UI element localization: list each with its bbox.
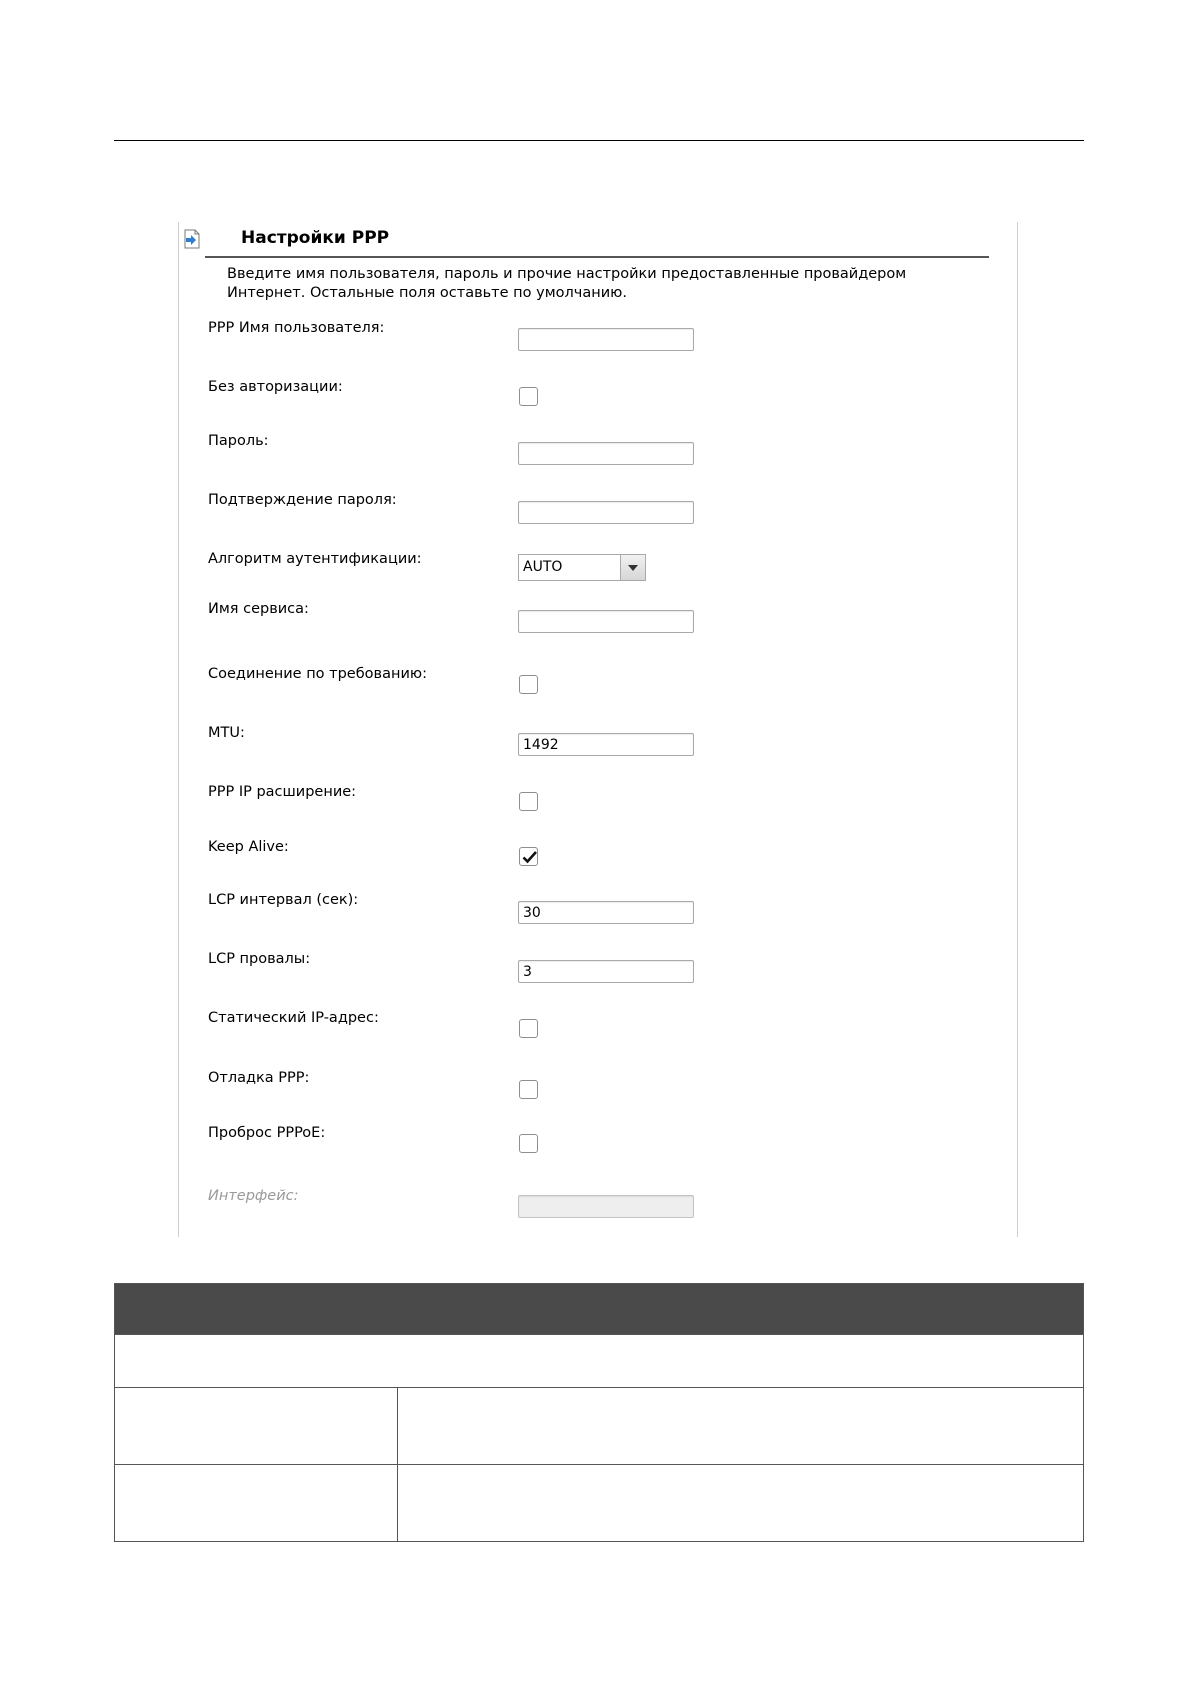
interface-input bbox=[518, 1195, 694, 1218]
lcp-interval-input[interactable] bbox=[518, 901, 694, 924]
ppp-ip-ext-label: PPP IP расширение: bbox=[208, 784, 357, 800]
service-name-input[interactable] bbox=[518, 610, 694, 633]
intro-line-2: Интернет. Остальные поля оставьте по умолчанию. bbox=[227, 285, 627, 301]
table-row bbox=[115, 1388, 1084, 1465]
chevron-down-icon bbox=[628, 565, 638, 571]
table-cell-param bbox=[115, 1388, 398, 1465]
static-ip-label: Статический IP-адрес: bbox=[208, 1010, 379, 1026]
no-auth-checkbox[interactable] bbox=[519, 387, 538, 406]
pppoe-passthrough-checkbox[interactable] bbox=[519, 1134, 538, 1153]
service-name-label: Имя сервиса: bbox=[208, 601, 309, 617]
no-auth-label: Без авторизации: bbox=[208, 379, 343, 395]
mtu-input[interactable] bbox=[518, 733, 694, 756]
table-row bbox=[115, 1465, 1084, 1542]
checkmark-icon bbox=[520, 848, 539, 867]
auth-algorithm-label: Алгоритм аутентификации: bbox=[208, 551, 422, 567]
keep-alive-label: Keep Alive: bbox=[208, 839, 289, 855]
static-ip-checkbox[interactable] bbox=[519, 1019, 538, 1038]
password-confirm-input[interactable] bbox=[518, 501, 694, 524]
password-confirm-label: Подтверждение пароля: bbox=[208, 492, 397, 508]
section-intro bbox=[227, 265, 927, 303]
interface-label: Интерфейс: bbox=[208, 1188, 299, 1204]
on-demand-checkbox[interactable] bbox=[519, 675, 538, 694]
auth-algorithm-value: AUTO bbox=[523, 559, 563, 575]
page-top-rule bbox=[114, 140, 1084, 141]
table-subheader bbox=[115, 1335, 1084, 1388]
username-input[interactable] bbox=[518, 328, 694, 351]
lcp-interval-label: LCP интервал (сек): bbox=[208, 892, 359, 908]
table-cell-desc bbox=[398, 1465, 1084, 1542]
username-label: PPP Имя пользователя: bbox=[208, 320, 385, 336]
ppp-debug-label: Отладка PPP: bbox=[208, 1070, 310, 1086]
ppp-ip-ext-checkbox[interactable] bbox=[519, 792, 538, 811]
on-demand-label: Соединение по требованию: bbox=[208, 666, 427, 682]
ppp-debug-checkbox[interactable] bbox=[519, 1080, 538, 1099]
keep-alive-checkbox[interactable] bbox=[519, 847, 538, 866]
lcp-fails-input[interactable] bbox=[518, 960, 694, 983]
table-header bbox=[115, 1284, 1084, 1335]
dropdown-arrow[interactable] bbox=[620, 555, 645, 580]
auth-algorithm-select[interactable] bbox=[518, 554, 646, 581]
table-cell-param bbox=[115, 1465, 398, 1542]
section-title: Настройки PPP bbox=[241, 228, 390, 248]
pppoe-passthrough-label: Проброс PPPoE: bbox=[208, 1125, 326, 1141]
intro-line-1: Введите имя пользователя, пароль и прочие настройки предоставленные провайдером bbox=[227, 266, 907, 282]
page-arrow-icon bbox=[184, 229, 200, 249]
password-input[interactable] bbox=[518, 442, 694, 465]
mtu-label: MTU: bbox=[208, 725, 245, 741]
parameters-table bbox=[114, 1283, 1084, 1542]
lcp-fails-label: LCP провалы: bbox=[208, 951, 311, 967]
password-label: Пароль: bbox=[208, 433, 269, 449]
table-cell-desc bbox=[398, 1388, 1084, 1465]
